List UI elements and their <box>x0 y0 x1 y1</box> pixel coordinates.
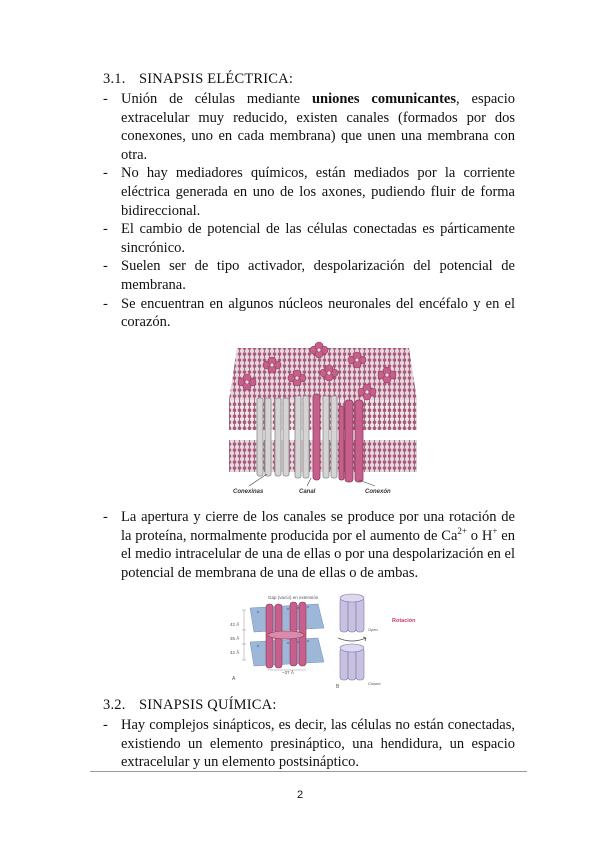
closed-label: Closed <box>368 681 381 686</box>
panel-b-closed-channel <box>340 644 364 680</box>
figure-label-canal: Canal <box>299 489 316 495</box>
rotation-arrow-icon <box>338 637 366 641</box>
footer-divider <box>90 771 527 772</box>
connexin-channels <box>257 396 337 478</box>
section-heading-quimica <box>103 697 277 714</box>
list-item: - No hay mediadores químicos, están mediados por la corriente eléctrica generada en uno de los axones, pudiendo fluir de forma bidireccional. <box>103 165 515 219</box>
section-title: SINAPSIS QUÍMICA: <box>139 697 277 713</box>
open-label: Open <box>368 627 378 632</box>
width-label: ~37 Å <box>282 670 294 675</box>
panel-label-b: B <box>336 684 340 690</box>
list-item: - La apertura y cierre de los canales se produce por una rotación de la proteína, normalmente producida por el aumento de $Ca^{2+}$ o H+ en el medio intracelular de una de ellas o por una despolarización en el potencial de membrana de una de ellas o de ambas. <box>103 509 515 581</box>
list-item: - Suelen ser de tipo activador, despolarización del potencial de membrana. <box>103 258 515 293</box>
section-heading-electrica <box>103 71 293 88</box>
figure2-top-label: Gap (vacío) en extensión <box>268 595 319 600</box>
section-number: 3.2. <box>103 697 126 713</box>
figure-label-conexinas: Conexinas <box>233 489 264 495</box>
list-item: - El cambio de potencial de las células conectadas es párticamente sincrónico. <box>103 221 515 256</box>
bullet-list-electrica <box>103 90 515 332</box>
list-item: - Unión de células mediante uniones comunicantes, espacio extracelular muy reducido, existen canales (formados por dos conexones, uno en cada membrana) que unen una membrana con otra. <box>103 91 515 163</box>
section-number: 3.1. <box>103 71 126 87</box>
dimension-label: 42 Å <box>230 650 240 655</box>
panel-b-open-channel <box>340 594 364 632</box>
bullet-list-apertura <box>103 508 515 582</box>
dimension-label: 35 Å <box>230 636 240 641</box>
page-number: 2 <box>296 789 304 801</box>
section-title: SINAPSIS ELÉCTRICA: <box>139 71 294 87</box>
list-item: - Se encuentran en algunos núcleos neuronales del encéfalo y en el corazón. <box>103 295 515 331</box>
gap-junction-figure <box>227 340 419 497</box>
rotation-model-figure <box>228 590 420 692</box>
figure-label-conexon: Conexón <box>365 489 391 495</box>
bold-term: uniones comunicantes <box>311 91 456 107</box>
dimension-label: 42 Å <box>230 622 240 627</box>
rotation-label: Rotación <box>392 618 416 624</box>
list-item: - Hay complejos sinápticos, es decir, las células no están conectadas, existiendo un elemento presináptico, una hendidura, un espacio extracelular y un elemento postsináptico. <box>103 717 515 771</box>
panel-label-a: A <box>232 676 236 682</box>
bullet-list-quimica <box>103 716 515 772</box>
